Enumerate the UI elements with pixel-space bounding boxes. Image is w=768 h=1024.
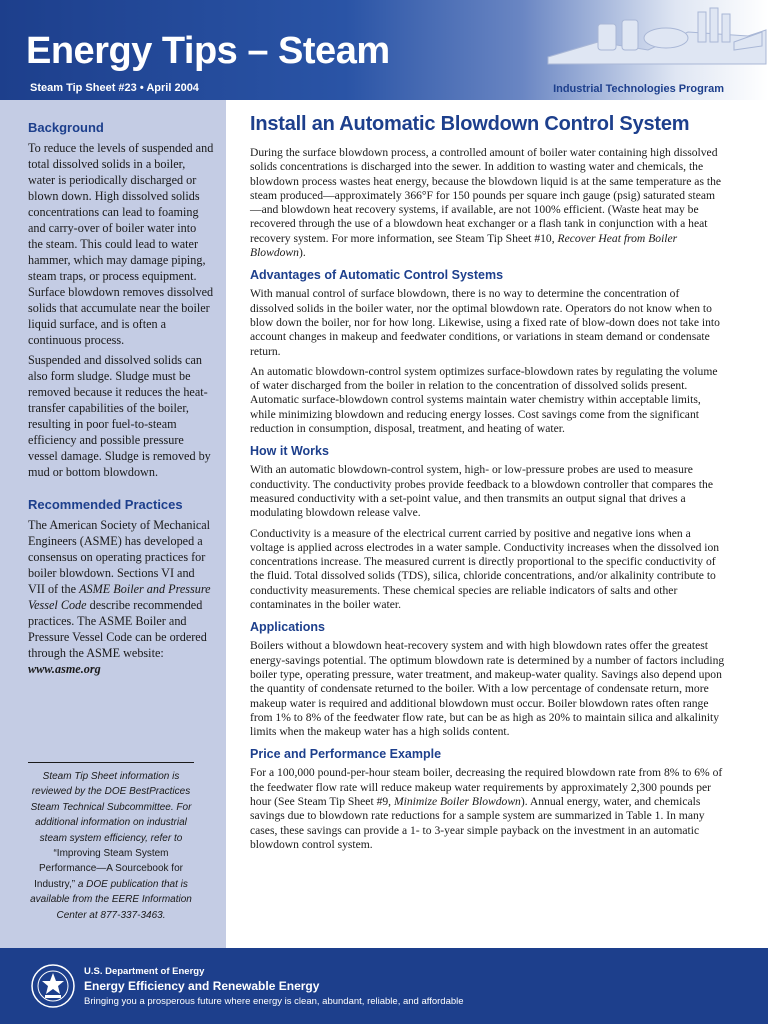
asme-code-title: ASME Boiler and Pressure Vessel Code	[28, 582, 211, 612]
intro-paragraph: During the surface blowdown process, a controlled amount of boiler water containing high dissolved solids concentrations is discharged into the sewer. In addition to wasting water and chemicals, the blowdown process wastes heat energy, because the blowdown liquid is at the same temperature as the steam produced—approximately 366°F for 150 pounds per square inch gauge (psig) saturated steam—and blowdown heat recovery systems, if available, are not 100% efficient. (Waste heat may be recovered through the use of a blowdown heat exchanger or a flash tank in conjunction with a heat recovery system. For more information, see Steam Tip Sheet #10, Recover Heat from Boiler Blowdown).	[250, 146, 722, 260]
department-name: U.S. Department of Energy	[84, 966, 205, 977]
asme-website-link[interactable]: www.asme.org	[28, 662, 101, 676]
background-heading: Background	[28, 120, 104, 135]
office-name: Energy Efficiency and Renewable Energy	[84, 979, 320, 993]
main-content	[250, 113, 726, 858]
how-it-works-paragraph-2: Conductivity is a measure of the electrical current carried by positive and negative ions when a voltage is applied across electrodes in a water sample. Conductivity increases when the dissolved ion concentrations increase. The measured current is directly proportional to the specific conductivity of the fluid. Total dissolved solids (TDS), silica, chloride concentrations, and/or alkalinity contribute to conductivity measurements. These chemical species are reliable indicators of salts and other contaminates in the boiler water.	[250, 526, 720, 612]
advantages-heading: Advantages of Automatic Control Systems	[250, 268, 504, 283]
sidebar	[0, 100, 226, 948]
how-it-works-paragraph-1: With an automatic blowdown-control system, high- or low-pressure probes are used to measure conductivity. The conductivity probes provide feedback to a blowdown controller that compares the measured conductivity with a set-point value, and then transmits an output signal that drives a modulating blowdown release valve.	[250, 463, 713, 520]
how-it-works-heading: How it Works	[250, 444, 329, 459]
advantages-paragraph-2: An automatic blowdown-control system optimizes surface-blowdown rates by regulating the volume of water discharged from the boiler in relation to the concentration of dissolved solids present. Automatic surface-blowdown control systems maintain water chemistry within acceptable limits, while minimizing blowdown and reducing energy losses. Cost savings come from the significant reduction in consumption, disposal, treatment, and heating of water.	[250, 364, 718, 436]
background-paragraph-2: Suspended and dissolved solids can also form sludge. Sludge must be removed because it reduces the heat-transfer capabilities of the boiler, resulting in poor fuel-to-steam efficiency and possible pressure vessel damage. Sludge is removed by mud or bottom blowdown.	[28, 353, 211, 479]
tip-sheet-10-title: Recover Heat from Boiler Blowdown	[250, 231, 678, 260]
subheader-bar	[0, 76, 768, 100]
recommended-practices-heading: Recommended Practices	[28, 497, 183, 512]
sidebar-content	[28, 120, 214, 681]
page-header	[0, 0, 768, 100]
footer-tagline: Bringing you a prosperous future where energy is clean, abundant, reliable, and affordable	[84, 996, 464, 1007]
program-label: Industrial Technologies Program	[553, 83, 724, 95]
recommended-practices-paragraph: The American Society of Mechanical Engineers (ASME) has developed a consensus on operating practices for boiler blowdown. Sections VI and VII of the ASME Boiler and Pressure Vessel Code describe recommended practices. The ASME Boiler and Pressure Vessel Code can be ordered through the ASME website: www.asme.org	[28, 518, 211, 676]
sourcebook-title: “Improving Steam System Performance—A Sourcebook for Industry,”	[34, 848, 183, 890]
subcommittee-note: Steam Tip Sheet information is reviewed by the DOE BestPractices Steam Technical Subcommittee. For additional information on industrial steam system efficiency, refer to “Improving Steam System Performance—A Sourcebook for Industry,” a DOE publication that is available from the EERE Information Center at 877-337-3463.	[28, 762, 194, 923]
industrial-plant-illustration	[538, 2, 768, 72]
price-performance-heading: Price and Performance Example	[250, 747, 442, 762]
article-title: Install an Automatic Blowdown Control System	[250, 113, 690, 135]
applications-paragraph: Boilers without a blowdown heat-recovery system and with high blowdown rates offer the greatest energy-savings potential. The optimum blowdown rate is determined by a number of factors including boiler type, operating pressure, water treatment, and makeup-water quality. Savings also depend upon the quantity of condensate returned to the boiler. With a low percentage of condensate return, more makeup water is required and additional blowdown must occur. Boiler blowdown rates often range from 1% to 8% of the feedwater flow rate, but can be as high as 20% to maintain silica and alkalinity limits when the makeup water has a high solids content.	[250, 639, 725, 739]
tip-sheet-label: Steam Tip Sheet #23 • April 2004	[30, 82, 199, 94]
doe-seal-icon	[30, 963, 76, 1009]
page-footer	[0, 948, 768, 1024]
tip-sheet-9-title: Minimize Boiler Blowdown	[393, 794, 521, 808]
page-title: Energy Tips – Steam	[26, 30, 390, 72]
applications-heading: Applications	[250, 620, 326, 635]
price-performance-paragraph: For a 100,000 pound-per-hour steam boiler, decreasing the required blowdown rate from 8% to 6% of the feedwater flow rate will reduce makeup water requirements by approximately 2,300 pounds per hour (See Steam Tip Sheet #9, Minimize Boiler Blowdown). Annual energy, water, and chemicals savings due to blowdown rate reductions for a sample system are summarized in Table 1. In many cases, these savings can provide a 1- to 3-year simple payback on the investment in an automatic blowdown control system.	[250, 766, 723, 851]
background-paragraph-1: To reduce the levels of suspended and total dissolved solids in a boiler, water is periodically discharged or blown down. High dissolved solids concentrations can lead to foaming and carry-over of boiler water into the steam. This could lead to water hammer, which may damage piping, steam traps, or process equipment. Surface blowdown removes dissolved solids that accumulate near the boiler liquid surface, and is often a continuous process.	[28, 141, 214, 347]
advantages-paragraph-1: With manual control of surface blowdown, there is no way to determine the concentration of dissolved solids in the boiler water, nor the optimal blowdown rate. Operators do not know when to blow down the boiler, nor for how long. Likewise, using a fixed rate of blow-down does not take into account changes in makeup and feedwater conditions, or variations in steam demand or condensate return.	[250, 287, 720, 358]
